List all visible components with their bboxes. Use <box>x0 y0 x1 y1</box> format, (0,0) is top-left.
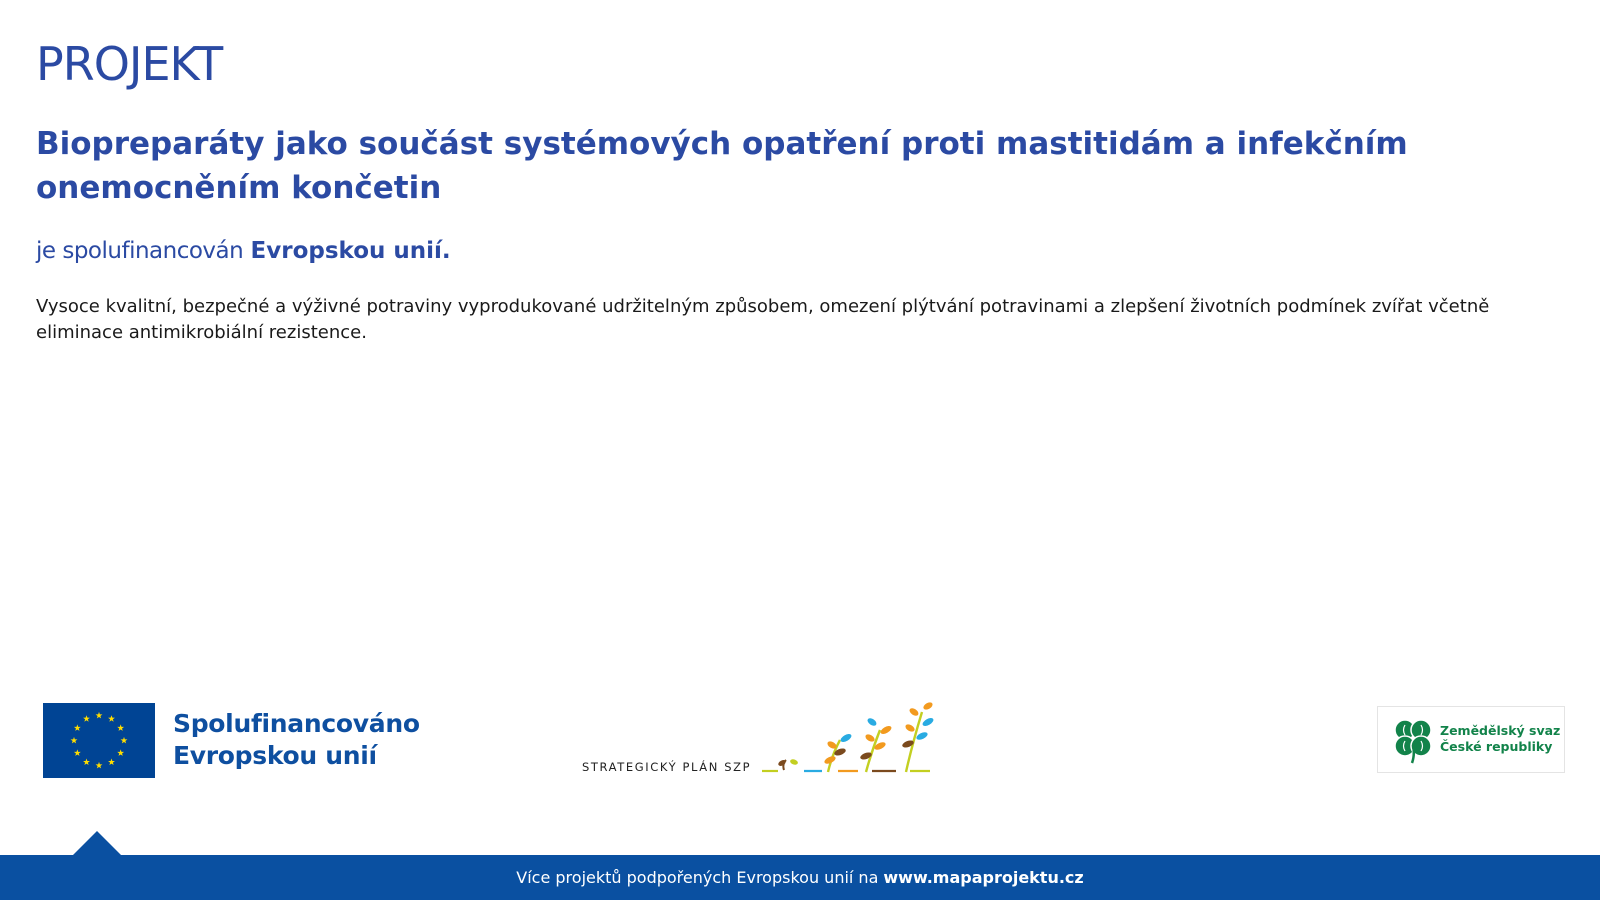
sprouting-plants-icon <box>762 700 952 780</box>
strategic-plan-logo <box>582 700 952 780</box>
eu-cofinancing-logo <box>43 702 420 778</box>
page-heading: PROJEKT <box>36 37 223 91</box>
agricultural-union-name <box>1440 723 1560 755</box>
cofinancing-emphasis: Evropskou unií. <box>250 238 451 264</box>
project-description: Vysoce kvalitní, bezpečné a výživné potraviny vyprodukované udržitelným způsobem, omezení plýtvání potravinami a zlepšení životních podmínek zvířat včetně eliminace antimikrobiální rezistence. <box>36 296 1490 343</box>
eu-logo-text <box>173 708 420 772</box>
eu-logo-line1: Spolufinancováno <box>173 709 420 738</box>
project-title: Biopreparáty jako součást systémových opatření proti mastitidám a infekčním onemocněním končetin <box>36 126 1408 206</box>
cofinancing-prefix: je spolufinancován <box>36 238 244 264</box>
agricultural-union-line1: Zemědělský svaz <box>1440 723 1561 738</box>
footer-notch <box>73 831 121 855</box>
footer-bar <box>0 855 1600 900</box>
eu-logo-line2: Evropskou unií <box>173 741 377 770</box>
footer-text: Více projektů podpořených Evropskou unií na <box>516 868 879 887</box>
four-leaf-clover-icon <box>1388 715 1438 765</box>
agricultural-union-line2: České republiky <box>1440 739 1553 754</box>
strategic-plan-label: STRATEGICKÝ PLÁN SZP <box>582 760 752 774</box>
footer-link[interactable]: www.mapaprojektu.cz <box>883 868 1084 887</box>
eu-flag-icon <box>43 703 155 778</box>
agricultural-union-logo <box>1377 706 1565 773</box>
cofinancing-statement <box>36 238 451 264</box>
